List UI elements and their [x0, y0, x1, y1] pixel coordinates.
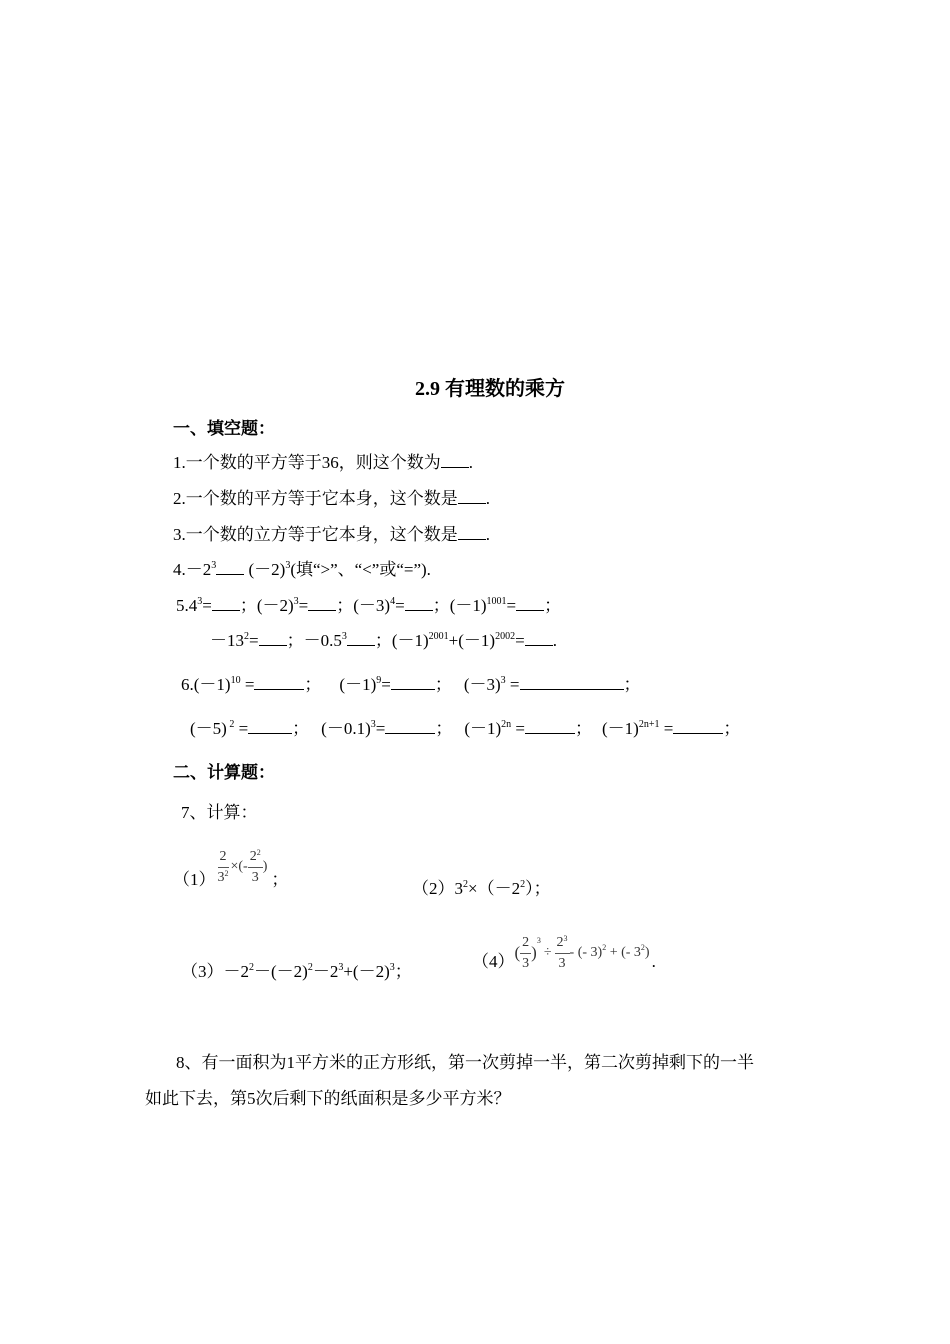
paren: ): [531, 943, 537, 962]
separator: ；: [374, 631, 392, 650]
numerator: [555, 933, 570, 954]
equals: =: [511, 719, 526, 738]
exponent: 3: [211, 560, 217, 571]
expr: ×（－2: [468, 879, 521, 898]
question-text: 3.一个数的立方等于它本身，这个数是: [173, 525, 458, 544]
separator: ；: [434, 675, 452, 694]
exponent: 2: [226, 719, 235, 730]
equals: =: [234, 719, 249, 738]
separator: ；: [304, 675, 322, 694]
answer-blank: [520, 675, 624, 690]
expr: (－5): [190, 719, 227, 738]
calc-3: [181, 957, 412, 982]
question-text: 2.一个数的平方等于它本身，这个数是: [173, 489, 458, 508]
exponent: 2: [244, 631, 249, 642]
denominator: 3: [558, 955, 566, 971]
exponent: 2: [256, 847, 261, 857]
paren: ): [262, 859, 268, 874]
question-8-line-2: 如此下去，第5次后剩下的纸面积是多少平方米？: [145, 1089, 511, 1108]
expr: 3: [454, 879, 463, 898]
exponent: 2n+1: [638, 719, 660, 730]
exponent: 3: [389, 962, 395, 973]
answer-blank: [391, 675, 435, 690]
punct: .: [485, 525, 490, 544]
separator: ；: [432, 596, 450, 615]
operator: ÷: [543, 945, 552, 960]
question-1: [173, 448, 473, 473]
denominator: [216, 868, 231, 885]
expr: (－2): [256, 596, 294, 615]
equals: =: [505, 675, 520, 694]
expr: +(－1): [448, 631, 496, 650]
fraction: [216, 850, 231, 885]
section-heading-fill-blank: 一、填空题：: [173, 419, 275, 438]
answer-blank: [347, 631, 375, 646]
separator: ；: [623, 675, 641, 694]
exponent: 2: [249, 962, 254, 973]
answer-blank: [212, 596, 240, 611]
expr: (－0.1): [321, 719, 371, 738]
numerator: 2: [218, 850, 229, 868]
paren: ): [644, 945, 650, 960]
answer-blank: [216, 560, 244, 575]
punct: .: [651, 952, 656, 971]
exponent: 2: [463, 879, 468, 890]
expr: (－3): [463, 675, 501, 694]
equals: =: [298, 596, 309, 615]
equals: =: [375, 719, 386, 738]
exponent: 3: [197, 596, 203, 607]
exponent: 3: [285, 560, 291, 571]
answer-blank: [248, 719, 292, 734]
exponent: 3: [563, 933, 568, 943]
punct: .: [552, 631, 557, 650]
exponent: 3: [370, 719, 376, 730]
answer-blank: [254, 675, 304, 690]
numerator-base: 2: [556, 934, 564, 950]
question-8-line-1: 8、有一面积为1平方米的正方形纸，第一次剪掉一半，第二次剪掉剩下的一半: [176, 1053, 754, 1072]
separator: ；: [239, 596, 257, 615]
expr: (－1): [464, 719, 502, 738]
answer-blank: [525, 631, 553, 646]
separator: ；: [544, 596, 562, 615]
expr: －2: [223, 962, 249, 981]
calc-label: （3）: [181, 962, 224, 981]
answer-blank: [385, 719, 435, 734]
fraction: [248, 847, 263, 885]
equals: =: [395, 596, 405, 615]
answer-blank: [516, 596, 544, 611]
calc-2: [412, 874, 551, 899]
denominator-base: 3: [217, 869, 225, 885]
exponent: 2002: [495, 631, 516, 642]
exponent: 9: [376, 675, 382, 686]
equals: =: [202, 596, 212, 615]
exponent: 2: [307, 962, 313, 973]
equals: =: [515, 631, 525, 650]
expression-tail: [570, 945, 650, 961]
expr: ）；: [525, 879, 551, 898]
question-2: [173, 484, 490, 509]
expr: + (- 3: [606, 945, 641, 960]
expr: 5.4: [176, 596, 198, 615]
expr: (－2): [244, 560, 286, 579]
equals: =: [249, 631, 259, 650]
exponent: 3: [293, 596, 299, 607]
exponent: 3: [500, 675, 506, 686]
numerator-base: 2: [249, 848, 257, 864]
expr: －0.5: [303, 631, 342, 650]
exponent: 3: [341, 631, 347, 642]
calc-1: [173, 842, 288, 892]
answer-blank: [458, 489, 486, 504]
expr: (－1): [339, 675, 377, 694]
instruction: (填“>”、“<”或“=”).: [290, 560, 431, 579]
section-heading-calculation: 二、计算题：: [173, 763, 275, 782]
answer-blank: [673, 719, 723, 734]
separator: ；: [336, 596, 354, 615]
expr: 6.(－1): [181, 675, 231, 694]
answer-blank: [308, 596, 336, 611]
exponent-wrap: [537, 938, 541, 954]
question-7-label: 7、计算：: [181, 803, 258, 822]
answer-blank: [259, 631, 287, 646]
exponent: 2: [520, 879, 526, 890]
question-5-line-2: [210, 626, 557, 651]
answer-blank: [405, 596, 433, 611]
expr: (－1): [391, 631, 429, 650]
punct: ；: [394, 962, 412, 981]
calc-label: （1）: [173, 870, 216, 889]
fraction: [555, 933, 570, 971]
exponent: 2n: [501, 719, 512, 730]
expr: (－3): [353, 596, 391, 615]
fraction: [520, 936, 531, 971]
calc-label: （4）: [472, 952, 515, 971]
question-3: [173, 520, 490, 545]
calc-4: [472, 928, 656, 978]
equals: =: [506, 596, 517, 615]
exponent: 3: [338, 962, 344, 973]
separator: ；: [292, 719, 310, 738]
equals: =: [381, 675, 391, 694]
equals: =: [240, 675, 255, 694]
numerator: [248, 847, 263, 868]
separator: ；: [723, 719, 741, 738]
denominator: 3: [522, 955, 530, 971]
expr: －(－2): [254, 962, 308, 981]
calc-label: （2）: [412, 879, 455, 898]
exponent: 10: [230, 675, 241, 686]
expr: 4.－2: [173, 560, 212, 579]
equals: =: [659, 719, 674, 738]
question-text: 1.一个数的平方等于36，则这个数为: [173, 453, 441, 472]
question-6-line-1: [181, 670, 641, 695]
expr: －13: [210, 631, 244, 650]
question-6-line-2: [190, 714, 740, 739]
answer-blank: [441, 453, 469, 468]
exponent: 2: [640, 943, 645, 952]
expr: +(－2): [343, 962, 390, 981]
exponent: 2001: [428, 631, 449, 642]
paren: (: [514, 943, 521, 962]
separator: ；: [435, 719, 453, 738]
question-5-line-1: [176, 591, 561, 616]
exponent: 1001: [486, 596, 507, 607]
denominator: 3: [251, 869, 259, 885]
exponent: 3: [536, 936, 541, 945]
expr: (－1): [602, 719, 639, 738]
expr: －2: [312, 962, 339, 981]
punct: .: [468, 453, 473, 472]
exponent: 2: [224, 868, 229, 878]
answer-blank: [458, 525, 486, 540]
expr: - (- 3): [569, 945, 603, 960]
separator: ；: [575, 719, 593, 738]
separator: ；: [286, 631, 304, 650]
answer-blank: [525, 719, 575, 734]
expr: (－1): [449, 596, 487, 615]
punct: .: [485, 489, 490, 508]
page-title: 2.9 有理数的乘方: [415, 378, 565, 400]
numerator: 2: [520, 936, 531, 954]
exponent: 2: [602, 943, 607, 952]
exponent: 4: [390, 596, 396, 607]
punct: ；: [271, 870, 289, 889]
question-4: [173, 555, 431, 580]
operator: ×(-: [230, 859, 248, 874]
